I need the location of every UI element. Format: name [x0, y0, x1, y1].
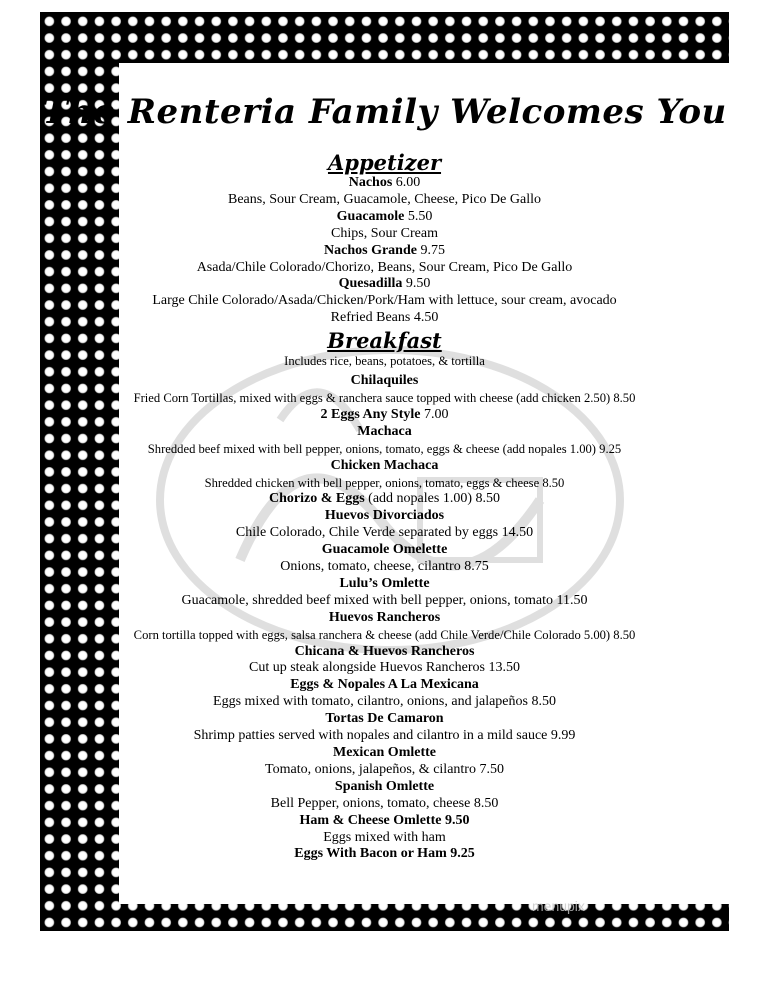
breakfast-section: [40, 329, 729, 863]
page-title: The Renteria Family Welcomes You: [42, 92, 727, 132]
menu-content: [40, 90, 729, 863]
item-description: Beans, Sour Cream, Guacamole, Cheese, Pico De Gallo: [228, 191, 541, 207]
item-name: Eggs With Bacon or Ham 9.25: [294, 846, 475, 862]
item-price: 9.50: [405, 276, 431, 292]
menu-item: [40, 491, 729, 508]
breakfast-heading: Breakfast: [327, 328, 442, 354]
item-name: Chicken Machaca: [330, 457, 439, 473]
item-name: Ham & Cheese Omlette 9.50: [299, 812, 470, 828]
item-description: Guacamole, shredded beef mixed with bell pepper, onions, tomato 11.50: [181, 592, 588, 608]
menu-item: [40, 276, 729, 293]
item-description: Eggs mixed with tomato, cilantro, onions, and jalapeños 8.50: [213, 694, 556, 710]
item-description: Onions, tomato, cheese, cilantro 8.75: [280, 559, 489, 575]
item-name: Huevos Rancheros: [328, 609, 441, 625]
item-name: Nachos: [348, 175, 393, 190]
item-description: Asada/Chile Colorado/Chorizo, Beans, Sour Cream, Pico De Gallo: [196, 259, 573, 275]
item-name: Huevos Divorciados: [324, 508, 445, 524]
item-description: Shrimp patties served with nopales and cilantro in a mild sauce 9.99: [193, 728, 576, 744]
item-description: Large Chile Colorado/Asada/Chicken/Pork/Ham with lettuce, sour cream, avocado: [152, 293, 617, 309]
breakfast-note: Includes rice, beans, potatoes, & tortilla: [284, 354, 485, 369]
item-price: 7.00: [423, 406, 449, 422]
item-name: Chilaquiles: [350, 373, 419, 389]
item-name: Guacamole Omelette: [321, 542, 448, 558]
item-name: Chicana & Huevos Rancheros: [294, 643, 475, 659]
item-description: Bell Pepper, onions, tomato, cheese 8.50: [270, 795, 499, 811]
menu-item-extra: Refried Beans 4.50: [330, 310, 439, 326]
item-description: Eggs mixed with ham: [323, 829, 446, 845]
item-description: Chile Colorado, Chile Verde separated by eggs 14.50: [235, 525, 534, 541]
item-description: Tomato, onions, jalapeños, & cilantro 7.50: [265, 761, 504, 777]
item-name: Machaca: [357, 423, 412, 439]
item-name: Eggs & Nopales A La Mexicana: [290, 677, 479, 693]
item-description: Cut up steak alongside Huevos Rancheros 13.50: [248, 660, 520, 676]
item-description: Chips, Sour Cream: [331, 225, 438, 241]
item-description: Shredded chicken with bell pepper, onions, tomato, eggs & cheese 8.50: [204, 475, 565, 490]
item-price: (add nopales 1.00) 8.50: [368, 491, 500, 507]
appetizer-heading: Appetizer: [327, 150, 442, 175]
item-name: Tortas De Camaron: [325, 711, 444, 727]
menu-item: [40, 175, 729, 192]
item-price: 9.75: [420, 242, 445, 258]
item-price: 6.00: [395, 175, 421, 190]
item-description: Fried Corn Tortillas, mixed with eggs & ranchera sauce topped with cheese (add chicken 2.50) 8.50: [133, 390, 636, 405]
item-description: Corn tortilla topped with eggs, salsa ranchera & cheese (add Chile Verde/Chile Colorado 5.00) 8.50: [133, 627, 636, 642]
item-description: Shredded beef mixed with bell pepper, onions, tomato, eggs & cheese (add nopales 1.00) 9.25: [147, 441, 622, 456]
menu-item: [40, 407, 729, 424]
appetizer-section: [40, 151, 729, 327]
item-name: Mexican Omlette: [332, 745, 436, 760]
item-name: Lulu’s Omlette: [339, 575, 430, 591]
menu-item: [40, 243, 729, 260]
menupix-logo: menupix: [532, 898, 585, 914]
item-name: Guacamole: [336, 208, 405, 224]
item-price: 5.50: [407, 208, 433, 224]
item-name: 2 Eggs Any Style: [320, 406, 421, 422]
item-name: Chorizo & Eggs: [269, 491, 365, 507]
item-name: Quesadilla: [338, 276, 403, 292]
menu-item: [40, 209, 729, 226]
item-name: Nachos Grande: [324, 242, 417, 258]
item-name: Spanish Omlette: [334, 778, 435, 794]
